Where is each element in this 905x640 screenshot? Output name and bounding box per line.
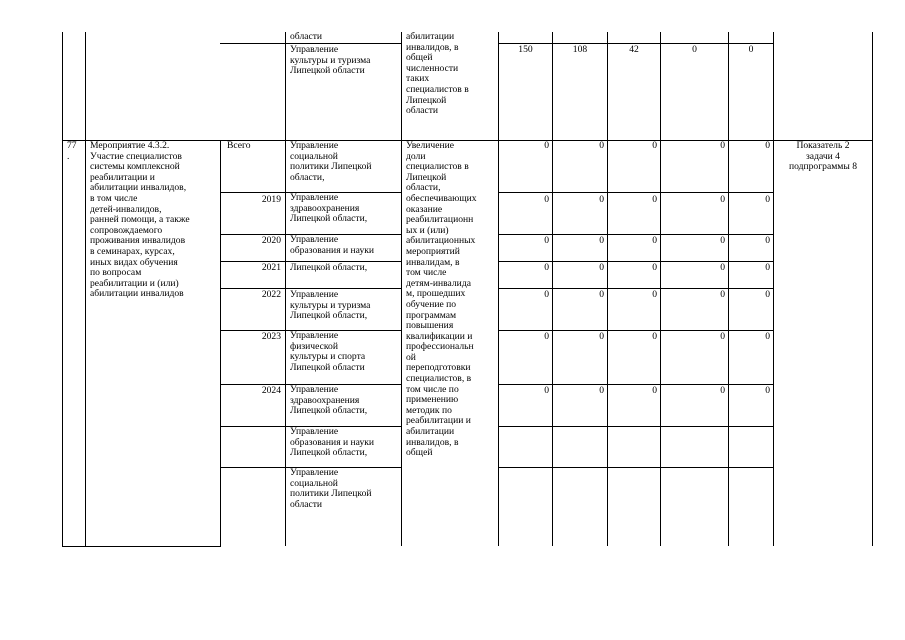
value-cell: 0 <box>765 262 770 273</box>
value-cell: 0 <box>599 194 604 205</box>
row-line-sub-5b <box>498 330 773 331</box>
value-cell: 0 <box>544 194 549 205</box>
value-cell: 0 <box>544 235 549 246</box>
top-indicator-cont: абилитации инвалидов, в общей численности таких специалистов в Липецкой области <box>406 31 469 117</box>
executor-text: Липецкой области, <box>290 262 368 273</box>
value-cell: 0 <box>652 194 657 205</box>
value-cell: 0 <box>599 385 604 396</box>
top-value: 42 <box>629 44 639 55</box>
col-line-val2 <box>607 32 608 546</box>
row-line-sub-6b <box>498 384 773 385</box>
result-text: Показатель 2 задачи 4 подпрограммы 8 <box>788 140 858 173</box>
value-cell: 0 <box>765 235 770 246</box>
executor-text: Управление социальной политики Липецкой области <box>290 467 372 510</box>
value-cell: 0 <box>599 140 604 151</box>
year-label: 2021 <box>261 262 281 273</box>
value-cell: 0 <box>720 331 725 342</box>
indicator-text: Увеличение доли специалистов в Липецкой области, обеспечивающих оказание реабилитационн ых и (или) абилитационных мероприятий инвалидам, в том числе детям-инвалида м, прошедших обучение по программам повышения квалификации и профессиональн ой переподготовки специалистов, в том числе по применению методик по реабилитации и абилитации инвалидов, в общей <box>406 140 477 459</box>
year-label: 2024 <box>261 385 281 396</box>
col-line-val5 <box>773 32 774 546</box>
value-cell: 0 <box>652 289 657 300</box>
row-line-sub-2b <box>498 234 773 235</box>
value-cell: 0 <box>544 262 549 273</box>
executor-text: Управление здравоохранения Липецкой области, <box>290 384 368 417</box>
row-line-sub-7b <box>498 426 773 427</box>
value-cell: 0 <box>599 289 604 300</box>
value-cell: 0 <box>765 331 770 342</box>
value-cell: 0 <box>720 289 725 300</box>
value-cell: 0 <box>652 140 657 151</box>
value-cell: 0 <box>652 235 657 246</box>
value-cell: 0 <box>720 140 725 151</box>
value-cell: 0 <box>544 140 549 151</box>
col-line-val4 <box>728 32 729 546</box>
row-line-sub-8b <box>498 467 773 468</box>
top-value: 0 <box>692 44 697 55</box>
col-line-val1 <box>552 32 553 546</box>
row-number: 77 . <box>67 140 77 162</box>
executor-text: Управление культуры и туризма Липецкой области, <box>290 289 371 322</box>
value-cell: 0 <box>544 331 549 342</box>
row-line-sub-3b <box>498 261 773 262</box>
col-line-val3 <box>660 32 661 546</box>
value-cell: 0 <box>765 194 770 205</box>
value-cell: 0 <box>652 385 657 396</box>
value-cell: 0 <box>765 289 770 300</box>
col-line-exec <box>401 32 402 546</box>
col-line-right-edge <box>872 32 873 546</box>
value-cell: 0 <box>720 262 725 273</box>
value-cell: 0 <box>544 385 549 396</box>
value-cell: 0 <box>599 235 604 246</box>
top-value: 0 <box>748 44 754 55</box>
col-line-year <box>285 32 286 546</box>
top-exec-b: Управление культуры и туризма Липецкой области <box>290 44 371 77</box>
value-cell: 0 <box>765 385 770 396</box>
year-label: 2023 <box>261 331 281 342</box>
value-cell: 0 <box>599 262 604 273</box>
value-cell: 0 <box>544 289 549 300</box>
col-line-indicator <box>498 32 499 546</box>
executor-text: Управление физической культуры и спорта Липецкой области <box>290 330 366 373</box>
value-cell: 0 <box>765 140 770 151</box>
value-cell: 0 <box>720 194 725 205</box>
year-label: Всего <box>227 140 251 151</box>
value-cell: 0 <box>720 385 725 396</box>
row-line-sub-4b <box>498 288 773 289</box>
row-line-bottom <box>62 546 221 547</box>
value-cell: 0 <box>652 331 657 342</box>
top-exec-cont: области <box>290 31 323 42</box>
year-label: 2022 <box>261 289 281 300</box>
value-cell: 0 <box>720 235 725 246</box>
year-label: 2019 <box>261 194 281 205</box>
col-line-left-edge <box>62 32 63 546</box>
executor-text: Управление социальной политики Липецкой области, <box>290 140 372 183</box>
top-value: 108 <box>572 44 588 55</box>
value-cell: 0 <box>652 262 657 273</box>
year-label: 2020 <box>261 235 281 246</box>
col-line-number <box>85 32 86 546</box>
value-cell: 0 <box>599 331 604 342</box>
top-value: 150 <box>518 44 533 55</box>
executor-text: Управление образования и науки Липецкой области, <box>290 426 375 459</box>
executor-text: Управление образования и науки <box>290 234 375 256</box>
executor-text: Управление здравоохранения Липецкой области, <box>290 192 368 225</box>
measure-text: Мероприятие 4.3.2. Участие специалистов системы комплексной реабилитации и абилитации инвалидов, в том числе детей-инвалидов, ранней помощи, а также сопровождаемого проживания инвалидов в семинарах, курсах, иных видах обучения по вопросам реабилитации и (или) абилитации инвалидов <box>90 140 190 300</box>
row-line-sub-1b <box>498 192 773 193</box>
